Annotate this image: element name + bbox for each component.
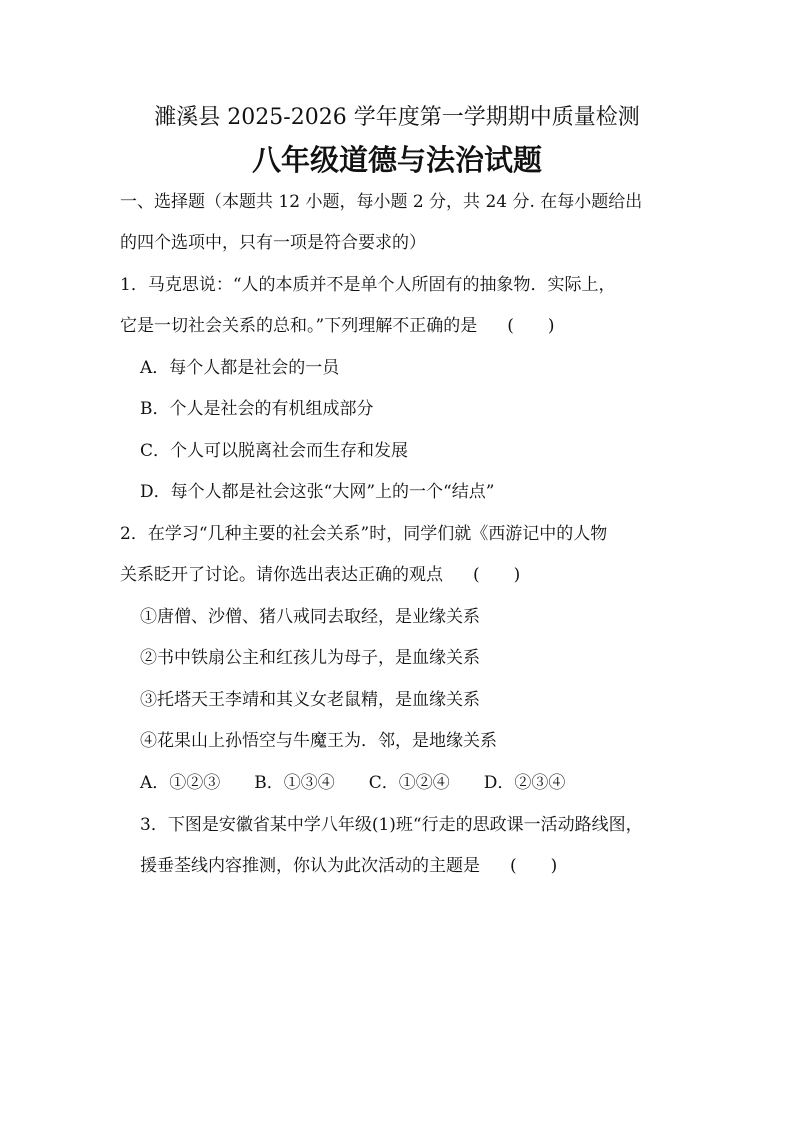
question-1-option-d: D．每个人都是社会这张“大网”上的一个“结点”	[140, 482, 495, 502]
question-2-statement-2: ②书中铁扇公主和红孩儿为母子，是血缘关系	[140, 648, 480, 668]
question-3-stem-line1: 3．下图是安徽省某中学八年级(1)班“行走的思政课一活动路线图，	[140, 815, 643, 835]
question-2-option-c: C．①②④	[368, 773, 450, 793]
question-1-option-c: C．个人可以脱离社会而生存和发展	[140, 441, 409, 461]
question-2-stem-line2	[120, 563, 520, 587]
exam-title-line2: 八年级道德与法治试题	[251, 143, 542, 177]
question-2-answer-paren: ( )	[473, 565, 521, 585]
question-1-stem-text: 它是一切社会关系的总和。”下列理解不正确的是	[120, 316, 478, 336]
section-instruction-line2: 的四个选项中，只有一项是符合要求的）	[120, 233, 426, 253]
question-2-options	[140, 771, 599, 795]
section-instruction-line1: 一、选择题（本题共 12 小题，每小题 2 分，共 24 分. 在每小题给出	[120, 192, 643, 212]
question-1-answer-paren: ( )	[507, 316, 555, 336]
question-1-stem-line2	[120, 314, 554, 338]
question-3-answer-paren: ( )	[510, 856, 558, 876]
question-1-option-b: B．个人是社会的有机组成部分	[140, 399, 374, 419]
question-1-stem-line1: 1．马克思说：“人的本质并不是单个人所固有的抽象物．实际上，	[120, 275, 616, 295]
question-2-statement-4: ④花果山上孙悟空与牛魔王为．邻，是地缘关系	[140, 731, 497, 751]
question-3-stem-text: 援垂荃线内容推测，你认为此次活动的主题是	[140, 856, 480, 876]
question-1-option-a: A．每个人都是社会的一员	[140, 358, 340, 378]
question-2-option-b: B．①③④	[254, 773, 335, 793]
question-2-statement-3: ③托塔天王李靖和其义女老鼠精，是血缘关系	[140, 690, 480, 710]
exam-title-line1: 濉溪县 2025-2026 学年度第一学期期中质量检测	[154, 105, 640, 130]
question-2-option-d: D．②③④	[483, 773, 566, 793]
question-2-stem-line1: 2．在学习“几种主要的社会关系”时，同学们就《西游记中的人物	[120, 524, 608, 544]
question-3-stem-line2	[140, 854, 557, 878]
question-2-statement-1: ①唐僧、沙僧、猪八戒同去取经，是业缘关系	[140, 607, 480, 627]
question-2-option-a: A．①②③	[140, 773, 221, 793]
question-2-stem-text: 关系眨开了讨论。请你选出表达正确的观点	[120, 565, 443, 585]
